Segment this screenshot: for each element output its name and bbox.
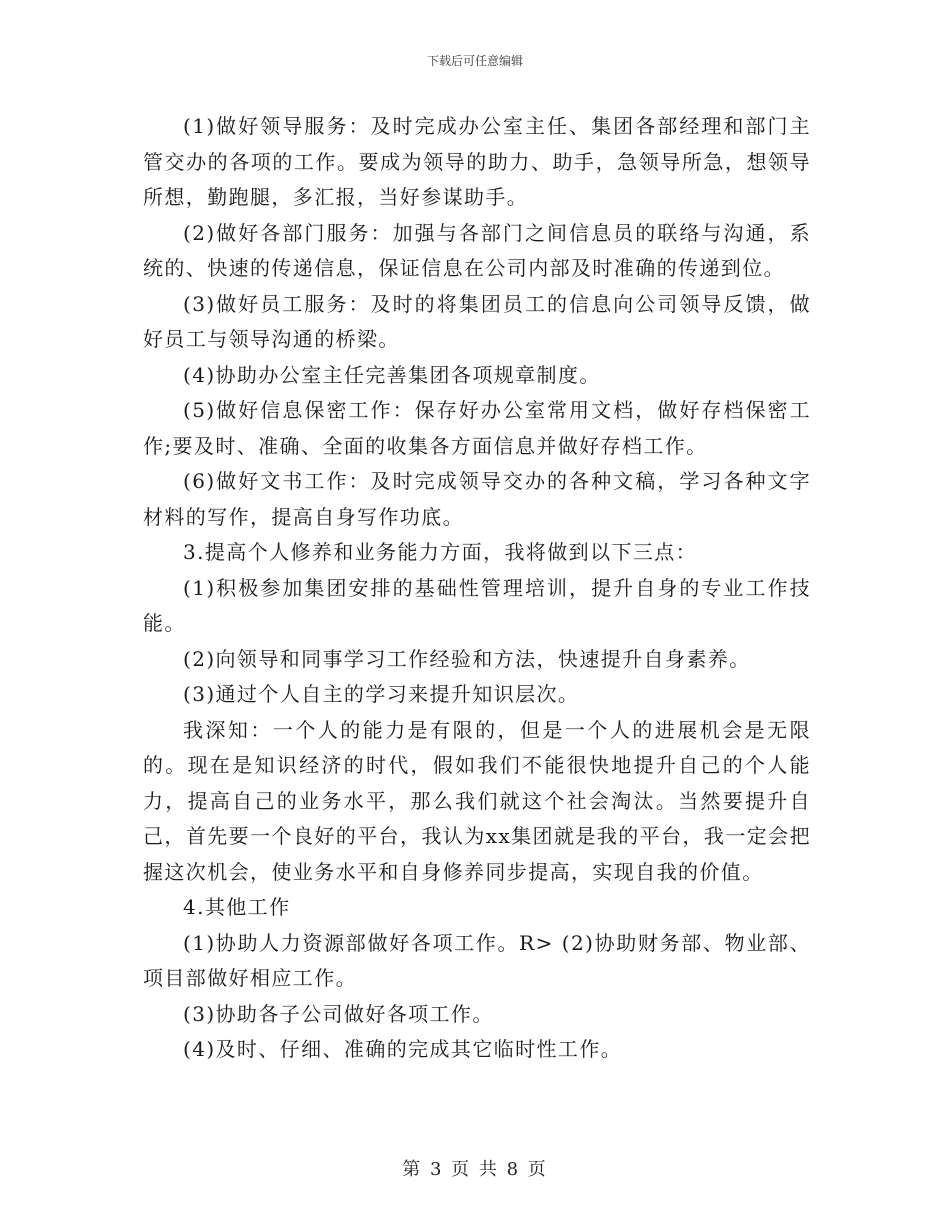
paragraph: (1)做好领导服务：及时完成办公室主任、集团各部经理和部门主管交办的各项的工作。要成为领导的助力、助手，急领导所急，想领导所想，勤跑腿，多汇报，当好参谋助手。	[143, 114, 811, 209]
section-heading: 4.其他工作	[183, 895, 291, 919]
page-header: 下载后可任意编辑	[426, 54, 523, 68]
paragraph: 我深知：一个人的能力是有限的，但是一个人的进展机会是无限的。现在是知识经济的时代，假如我们不能很快地提升自己的个人能力，提高自己的业务水平，那么我们就这个社会淘汰。当然要提升自己，首先要一个良好的平台，我认为xx集团就是我的平台，我一定会把握这次机会，使业务水平和自身修养同步提高，实现自我的价值。	[143, 717, 811, 884]
paragraph: (3)协助各子公司做好各项工作。	[183, 1001, 494, 1026]
paragraph: (4)协助办公室主任完善集团各项规章制度。	[183, 362, 601, 387]
paragraph: (4)及时、仔细、准确的完成其它临时性工作。	[183, 1037, 623, 1061]
document-body	[143, 109, 811, 1068]
paragraph: (2)向领导和同事学习工作经验和方法，快速提升自身素养。	[183, 646, 751, 671]
paragraph: (3)做好员工服务：及时的将集团员工的信息向公司领导反馈，做好员工与领导沟通的桥梁。	[143, 291, 811, 351]
page-footer: 第 3 页 共 8 页	[402, 1159, 548, 1180]
section-heading: 3.提高个人修养和业务能力方面，我将做到以下三点：	[183, 540, 698, 564]
paragraph: (1)积极参加集团安排的基础性管理培训，提升自身的专业工作技能。	[143, 575, 811, 635]
paragraph: (1)协助人力资源部做好各项工作。R> (2)协助财务部、物业部、项目部做好相应工作。	[143, 930, 811, 990]
paragraph: (6)做好文书工作：及时完成领导交办的各种文稿，学习各种文字材料的写作，提高自身写作功底。	[143, 469, 811, 529]
paragraph: (3)通过个人自主的学习来提升知识层次。	[183, 682, 580, 706]
paragraph: (2)做好各部门服务：加强与各部门之间信息员的联络与沟通，系统的、快速的传递信息，保证信息在公司内部及时准确的传递到位。	[143, 220, 811, 280]
paragraph: (5)做好信息保密工作：保存好办公室常用文档，做好存档保密工作;要及时、准确、全面的收集各方面信息并做好存档工作。	[143, 398, 811, 458]
